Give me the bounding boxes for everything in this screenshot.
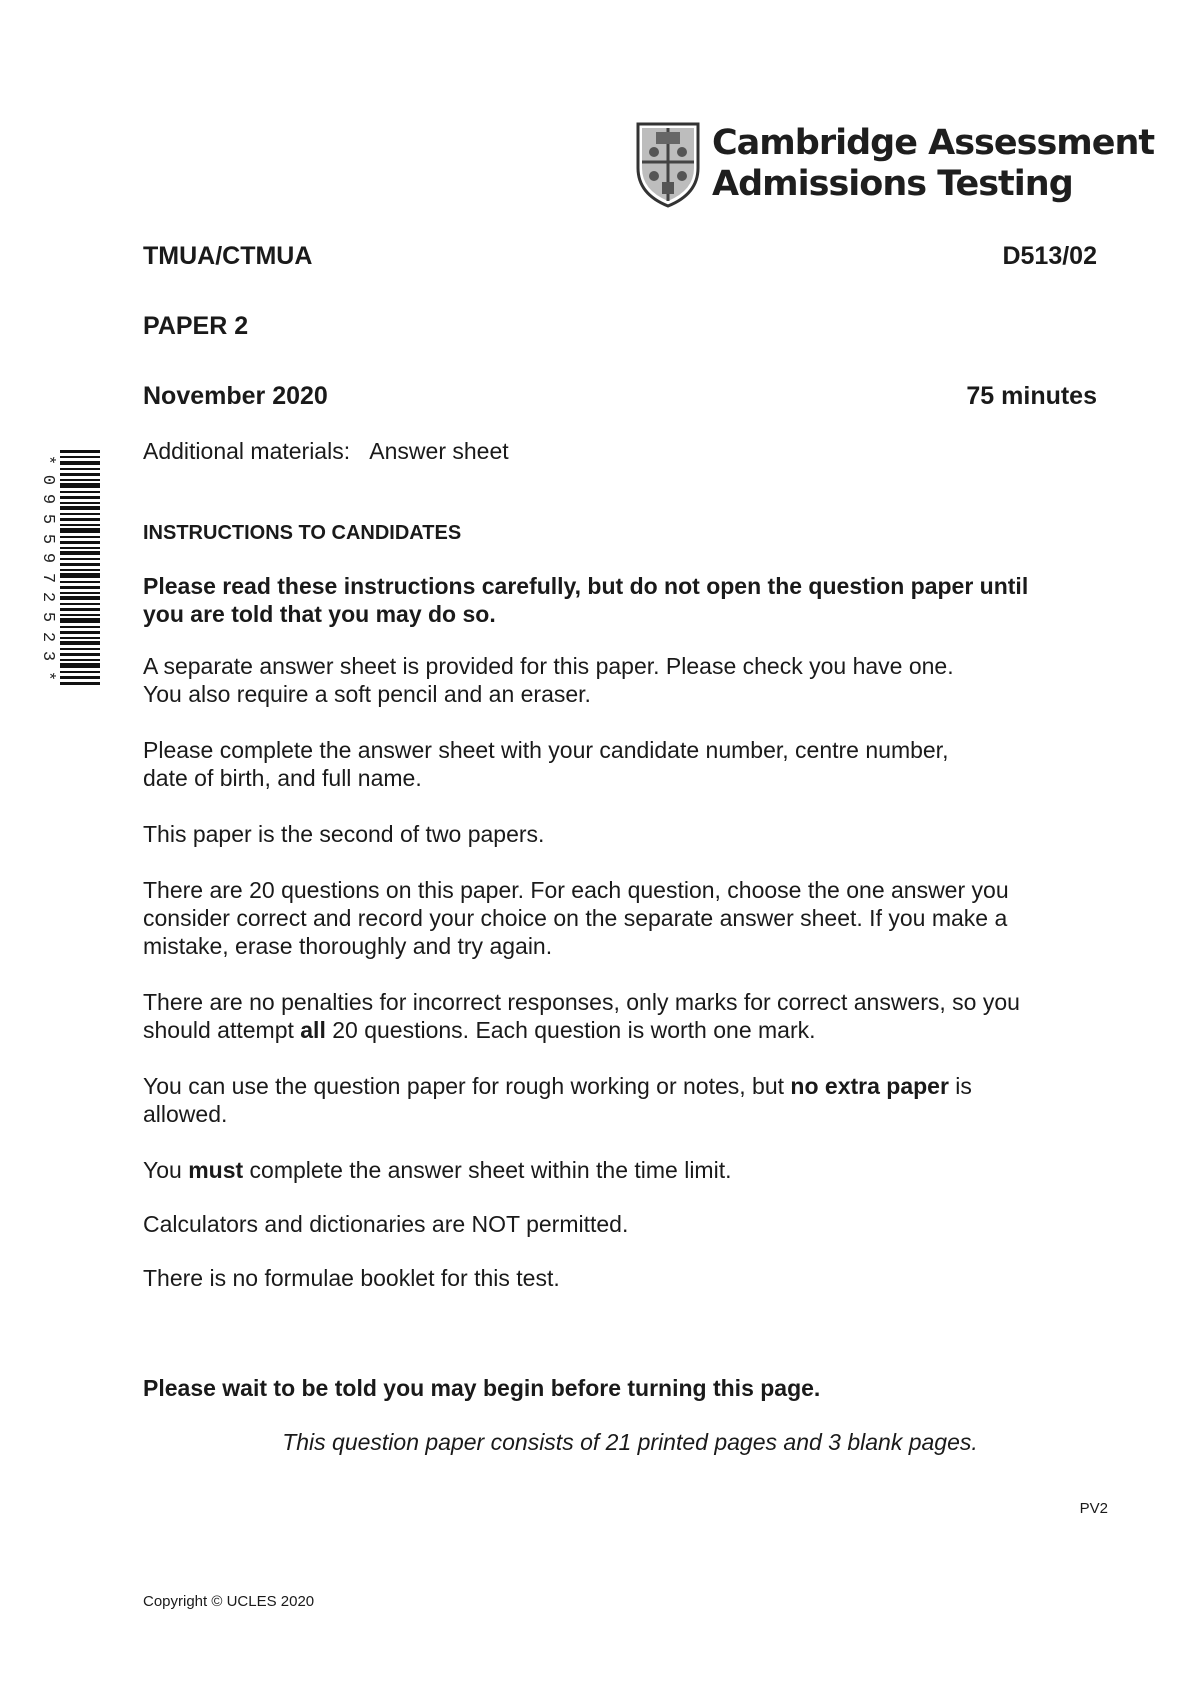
instruction-paragraph: There is no formulae booklet for this test. [143, 1265, 560, 1291]
text-run: complete the answer sheet within the time limit. [243, 1157, 732, 1183]
barcode-digit: 9 [37, 494, 57, 505]
barcode-digit: 5 [37, 533, 57, 544]
warning-line: Please read these instructions carefully, but do not open the question paper until [143, 573, 1029, 599]
barcode-digit: 5 [37, 611, 57, 623]
exam-duration: 75 minutes [966, 382, 1097, 410]
barcode-digits [36, 452, 58, 684]
exam-code: TMUA/CTMUA [143, 242, 313, 270]
barcode-digit: 3 [37, 651, 57, 662]
paragraph-line: There are 20 questions on this paper. For each question, choose the one answer you [143, 877, 1009, 903]
barcode-digit: 2 [37, 631, 57, 642]
additional-materials [143, 437, 509, 465]
copyright: Copyright © UCLES 2020 [143, 1593, 315, 1610]
paragraph-line [143, 1072, 972, 1100]
logo-line-2: Admissions Testing [712, 164, 1073, 204]
warning-line: you are told that you may do so. [143, 601, 496, 627]
paragraph-line: You also require a soft pencil and an eraser. [143, 681, 591, 707]
paragraph-line: There are no penalties for incorrect responses, only marks for correct answers, so you [143, 989, 1020, 1015]
instruction-paragraph [143, 1156, 731, 1184]
shield-crest-icon [638, 124, 698, 206]
wait-notice: Please wait to be told you may begin before turning this page. [143, 1375, 821, 1401]
emphasis-no-extra-paper: no extra paper [790, 1073, 949, 1099]
text-run: You can use the question paper for rough working or notes, but [143, 1073, 791, 1099]
barcode-digit: * [37, 670, 57, 681]
instruction-paragraph [143, 876, 1009, 960]
barcode-digit: 9 [37, 553, 57, 564]
text-run: 20 questions. Each question is worth one mark. [325, 1017, 816, 1043]
barcode-digit: 7 [37, 572, 57, 583]
print-version-code: PV2 [1079, 1500, 1108, 1517]
text-run: is [948, 1073, 972, 1099]
instructions-warning [143, 572, 1028, 628]
paragraph-line: mistake, erase thoroughly and try again. [143, 933, 553, 959]
emphasis-all: all [300, 1017, 326, 1043]
instruction-paragraph [143, 736, 948, 792]
exam-date: November 2020 [143, 382, 328, 410]
barcode-digit: 5 [37, 513, 57, 524]
paragraph-line: A separate answer sheet is provided for this paper. Please check you have one. [143, 653, 954, 679]
instruction-paragraph [143, 988, 1020, 1044]
materials-value: Answer sheet [369, 438, 509, 464]
emphasis-must: must [188, 1157, 244, 1183]
text-run: You [143, 1157, 189, 1183]
paper-reference: D513/02 [1002, 242, 1097, 270]
instruction-paragraph [143, 652, 954, 708]
barcode-digit: * [37, 454, 57, 466]
materials-label: Additional materials: [143, 438, 351, 464]
barcode-digit: 0 [37, 474, 57, 485]
barcode-digit: 2 [37, 592, 57, 603]
paragraph-line: date of birth, and full name. [143, 765, 422, 791]
text-run: should attempt [143, 1017, 301, 1043]
instruction-paragraph: Calculators and dictionaries are NOT permitted. [143, 1211, 629, 1237]
instructions-heading: INSTRUCTIONS TO CANDIDATES [143, 522, 462, 544]
logo-line-1: Cambridge Assessment [712, 123, 1155, 163]
paragraph-line: Please complete the answer sheet with your candidate number, centre number, [143, 737, 949, 763]
paper-number: PAPER 2 [143, 312, 249, 340]
instruction-paragraph: This paper is the second of two papers. [143, 821, 545, 847]
paragraph-line: consider correct and record your choice on the separate answer sheet. If you make a [143, 905, 1008, 931]
page-count-note: This question paper consists of 21 printed pages and 3 blank pages. [282, 1429, 978, 1455]
instruction-paragraph [143, 1072, 972, 1128]
logo-wordmark [712, 122, 1154, 204]
paragraph-line: allowed. [143, 1101, 228, 1127]
paragraph-line [143, 1016, 1020, 1044]
